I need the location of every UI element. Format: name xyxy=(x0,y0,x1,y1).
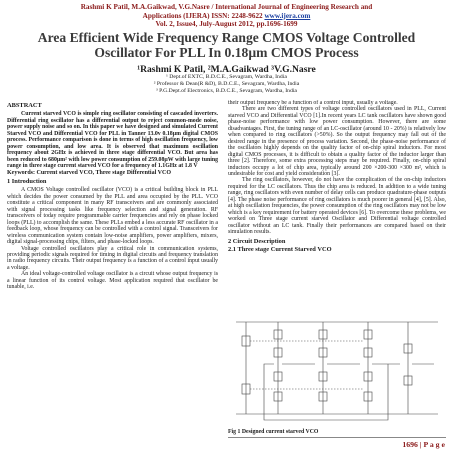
affiliation-1: ¹ Dept.of EXTC, B.D.C.E., Sevagram, Wardha, India xyxy=(166,74,287,80)
paper-title-line1: Area Efficient Wide Frequency Range CMOS Voltage Controlled xyxy=(37,30,416,45)
keywords-text: Current starved VCO, Three stage Differential VCO xyxy=(36,169,171,176)
issn-text: Applications (IJERA) ISSN: 2248-9622 xyxy=(142,11,265,20)
paper-authors: ¹Rashmi K Patil, ²M.A.Gaikwad ³V.G.Nasre xyxy=(137,64,316,75)
affiliation-3: ³ P.G.Dept.of Electronics, B.D.C.E., Sevagram, Wardha, India xyxy=(156,88,297,94)
keywords xyxy=(7,170,218,176)
section-2-1-heading: 2.1 Three stage Current Starved VCO xyxy=(228,245,332,253)
abstract-text: Current starved VCO is simple ring oscillator consisting of cascaded inverters. Differential ring oscillator has a differential output to reject common-mode noise, power supply noise and so on. In this paper we have designed and simulated Current Starved VCO and Differential VCO for PLL in Tanner 13.0v 0.18µm digital CMOS process. Performance comparison is done in terms of high oscillation frequency, low power consumption, and low area. It is observed that maximum oscillation frequency about 2GHz is achieved in three stage differential VCO. But area has been reduced to 680µm² with low power consumption of 259.08µW with large tuning range in three stage current starved VCO for a frequency of 1.1GHz at 1.8 V xyxy=(7,111,218,170)
journal-header-line2 xyxy=(4,12,449,20)
intro-paragraph-3: An ideal voltage-controlled voltage oscillator is a circuit whose output frequency is a linear function of its control voltage. Most application required that oscillator be tunable, i.e. xyxy=(7,271,218,291)
affiliation-2: ² Professor & Dean(R &D), B.D.C.E., Sevagram, Wardha, India xyxy=(153,81,300,87)
figure-1-caption: Fig 1 Designed current starved VCO xyxy=(228,429,319,435)
right-paragraph-3: The ring oscillators, however, do not have the complication of the on-chip inductors required for the LC oscillators. Thus the chip area is reduced. In addition to a wide tuning range, ring oscillators with even number of delay cells can produce quadrature-phase outputs [4]. The phase noise performance of ring oscillators is much poorer in general [4], [5]. Also, at high oscillation frequencies, the power consumption of the ring oscillators may not be low which is a key requirement for battery operated devices [6]. To overcome these problems, we worked on Three stage current starved Oscillator and Differential voltage controlled oscillator without an LC tank. Finally their performances are compared based on their simulation results. xyxy=(228,177,446,236)
intro-paragraph-1: A CMOS Voltage controlled oscillator (VCO) is a critical building block in PLL which decides the power consumed by the PLL and area occupied by the PLL. VCO constitute a critical component in many RF transceivers and are commonly associated with signal processing tasks like frequency selection and signal generation. RF transceivers of today require programmable carrier frequencies and rely on phase locked loops (PLL) to accomplish the same. These PLLs embed a less accurate RF oscillator in a feedback loop, whose frequency can be controlled with a control signal. Transceivers for wireless communication system contain low-noise amplifiers, power amplifiers, mixers, digital signal-processing chips, filters, and phase-locked loops. xyxy=(7,187,218,246)
right-column xyxy=(228,100,446,312)
keywords-label: Keywords: xyxy=(7,169,35,176)
left-column xyxy=(7,100,218,433)
journal-header-line1: Rashmi K Patil, M.A.Gaikwad, V.G.Nasre / International Journal of Engineering Research and xyxy=(80,3,373,11)
intro-paragraph-2: Voltage controlled oscillators play a critical role in communication systems, providing periodic signals required for timing in digital circuits and frequency translation in radio frequency circuits. Their output frequency is a function of a control input usually a voltage. xyxy=(7,245,218,271)
paper-title-line2: Oscillator For PLL In 0.18µm CMOS Process xyxy=(94,45,359,60)
journal-link[interactable]: www.ijera.com xyxy=(264,11,311,20)
fig-1-schematic xyxy=(228,314,446,428)
right-paragraph-1: their output frequency be a function of a control input, usually a voltage. xyxy=(228,100,398,106)
section-2-heading: 2 Circuit Description xyxy=(228,237,286,245)
journal-header-line3: Vol. 2, Issue4, July-August 2012, pp.1696-1699 xyxy=(155,20,298,28)
right-paragraph-2: There are two different types of voltage controlled oscillators used in PLL, Current starved VCO and Differential VCO [1].In recent years LC tank oscillators have shown good phase-noise performance with low power consumption. However, there are some disadvantages. First, the tuning range of an LC-oscillator (around 10 - 20%) is relatively low when compared to ring oscillators (>50%). So the output frequency may fall out of the desired range in the presence of process variation. Second, the phase-noise performance of the oscillators highly depends on the quality factor of on-chip spiral inductors. For most digital CMOS processes, it is difficult to obtain a quality factor of the inductor larger than three [2]. Therefore, some extra processing steps may be required. Finally, on-chip spiral inductors occupy a lot of chip area, typically around 200 ×200-300 ×300 m², which is undesirable for cost and yield consideration [3]. xyxy=(228,106,446,177)
footer-rule xyxy=(228,437,446,438)
abstract-heading: ABSTRACT xyxy=(7,102,42,109)
intro-heading: 1 Introduction xyxy=(7,177,47,185)
page-number: 1696 | P a g e xyxy=(402,440,445,449)
